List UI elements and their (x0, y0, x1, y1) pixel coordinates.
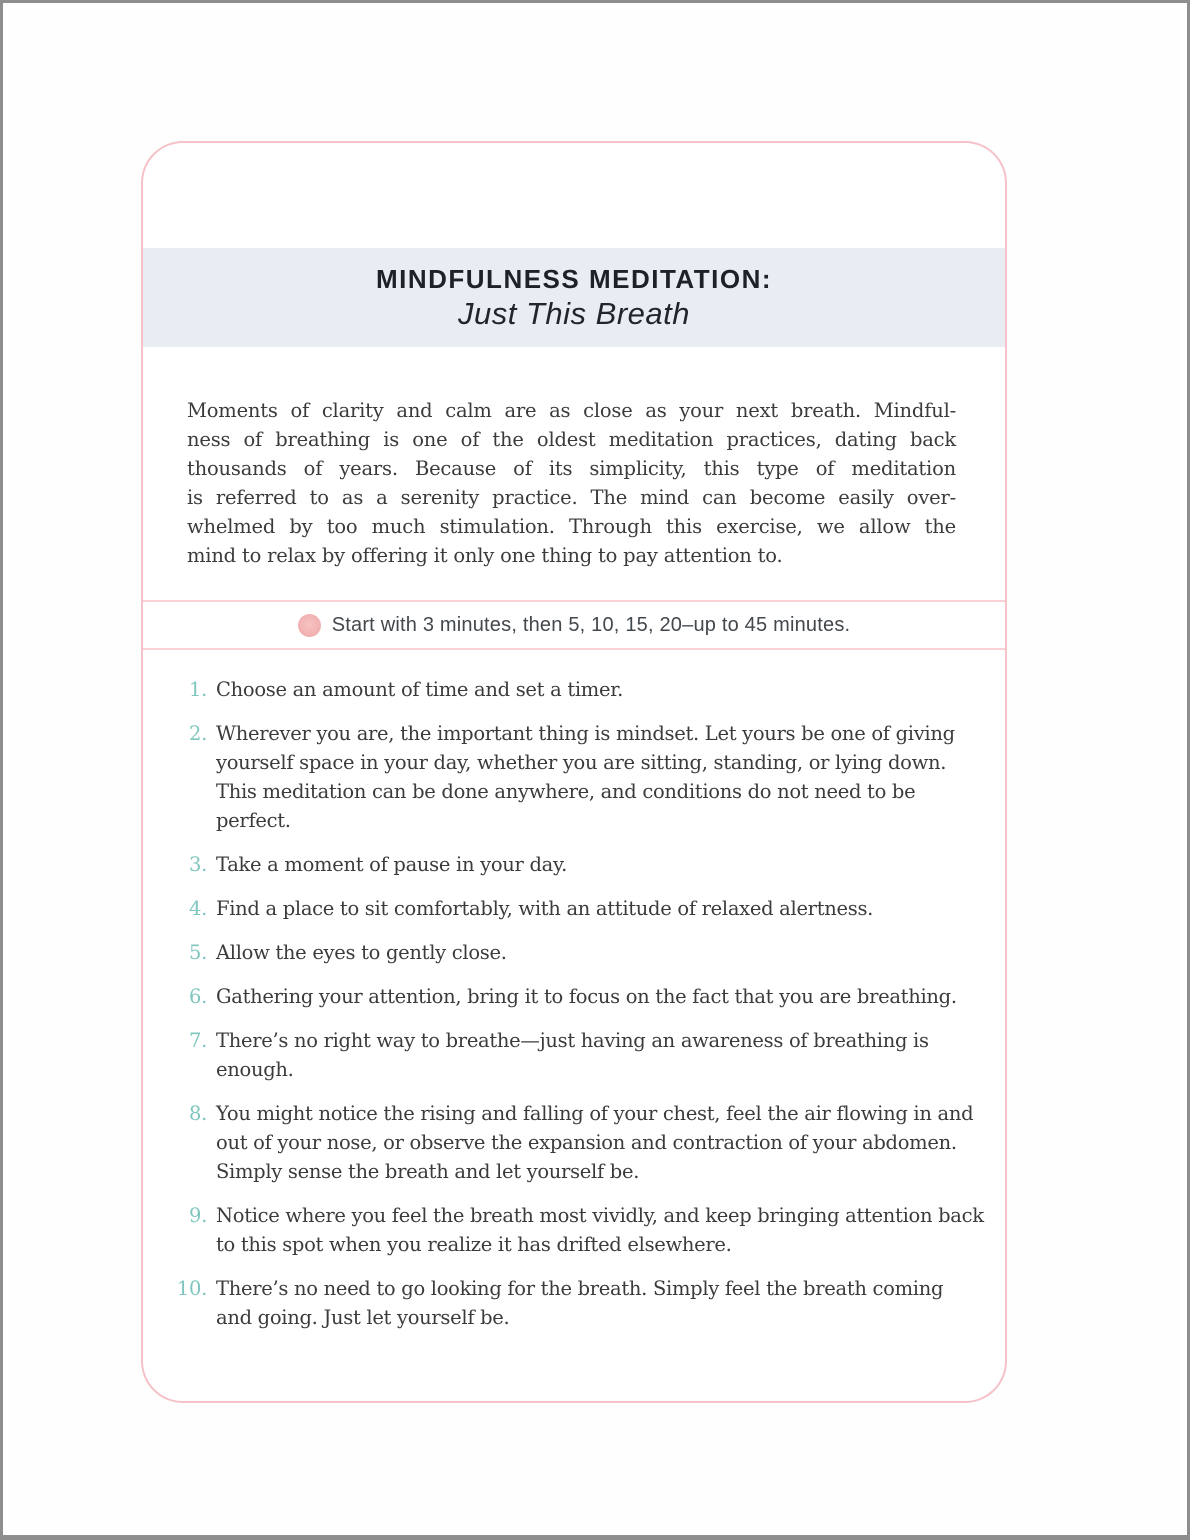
pink-dot-icon (298, 614, 321, 637)
step-number: 4. (188, 897, 207, 920)
step-text: Gathering your attention, bring it to focus on the fact that you are breathing. (216, 985, 957, 1008)
list-item (143, 850, 1005, 879)
list-item (143, 894, 1005, 923)
intro-line: is referred to as a serenity practice. The mind can become easily over- (187, 486, 956, 509)
step-text: You might notice the rising and falling of your chest, feel the air flowing in and out of your nose, or observe the expansion and contraction of your abdomen. Simply sense the breath and let yourself be. (216, 1102, 974, 1183)
intro-line: Moments of clarity and calm are as close as your next breath. Mindful- (187, 399, 956, 422)
step-number: 7. (188, 1029, 207, 1052)
step-number: 6. (188, 985, 207, 1008)
step-number: 1. (188, 678, 207, 701)
card-title: MINDFULNESS MEDITATION: (375, 263, 773, 294)
step-number: 2. (188, 722, 207, 745)
steps-list (143, 675, 1005, 1332)
step-number: 5. (188, 941, 207, 964)
tip-text: Start with 3 minutes, then 5, 10, 15, 20–up to 45 minutes. (331, 613, 851, 636)
list-item (143, 1201, 1005, 1259)
list-item (143, 675, 1005, 704)
list-item (143, 938, 1005, 967)
list-item (143, 719, 1005, 835)
step-text: Find a place to sit comfortably, with an attitude of relaxed alertness. (216, 897, 874, 920)
step-number: 10. (176, 1277, 207, 1300)
intro-line: whelmed by too much stimulation. Through this exercise, we allow the (187, 515, 956, 538)
intro-paragraph (187, 396, 956, 570)
step-text: Allow the eyes to gently close. (216, 941, 507, 964)
header-band (143, 248, 1005, 347)
step-text: There’s no need to go looking for the breath. Simply feel the breath coming and going. Just let yourself be. (216, 1277, 944, 1329)
tip-divider (143, 600, 1005, 650)
step-text: Wherever you are, the important thing is mindset. Let yours be one of giving yourself space in your day, whether you are sitting, standing, or lying down. This meditation can be done anywhere, and conditions do not need to be perfect. (216, 722, 955, 832)
intro-line: thousands of years. Because of its simplicity, this type of meditation (187, 457, 956, 480)
intro-line: ness of breathing is one of the oldest meditation practices, dating back (187, 428, 956, 451)
step-number: 9. (188, 1204, 207, 1227)
step-number: 8. (188, 1102, 207, 1125)
list-item (143, 982, 1005, 1011)
step-text: There’s no right way to breathe—just having an awareness of breathing is enough. (216, 1029, 929, 1081)
list-item (143, 1274, 1005, 1332)
step-number: 3. (188, 853, 207, 876)
intro-line: mind to relax by offering it only one thing to pay attention to. (187, 544, 783, 567)
step-text: Choose an amount of time and set a timer. (216, 678, 624, 701)
list-item (143, 1026, 1005, 1084)
card-subtitle: Just This Breath (458, 295, 690, 331)
meditation-card (141, 141, 1007, 1403)
step-text: Take a moment of pause in your day. (216, 853, 567, 876)
list-item (143, 1099, 1005, 1186)
step-text: Notice where you feel the breath most vividly, and keep bringing attention back to this spot when you realize it has drifted elsewhere. (216, 1204, 984, 1256)
